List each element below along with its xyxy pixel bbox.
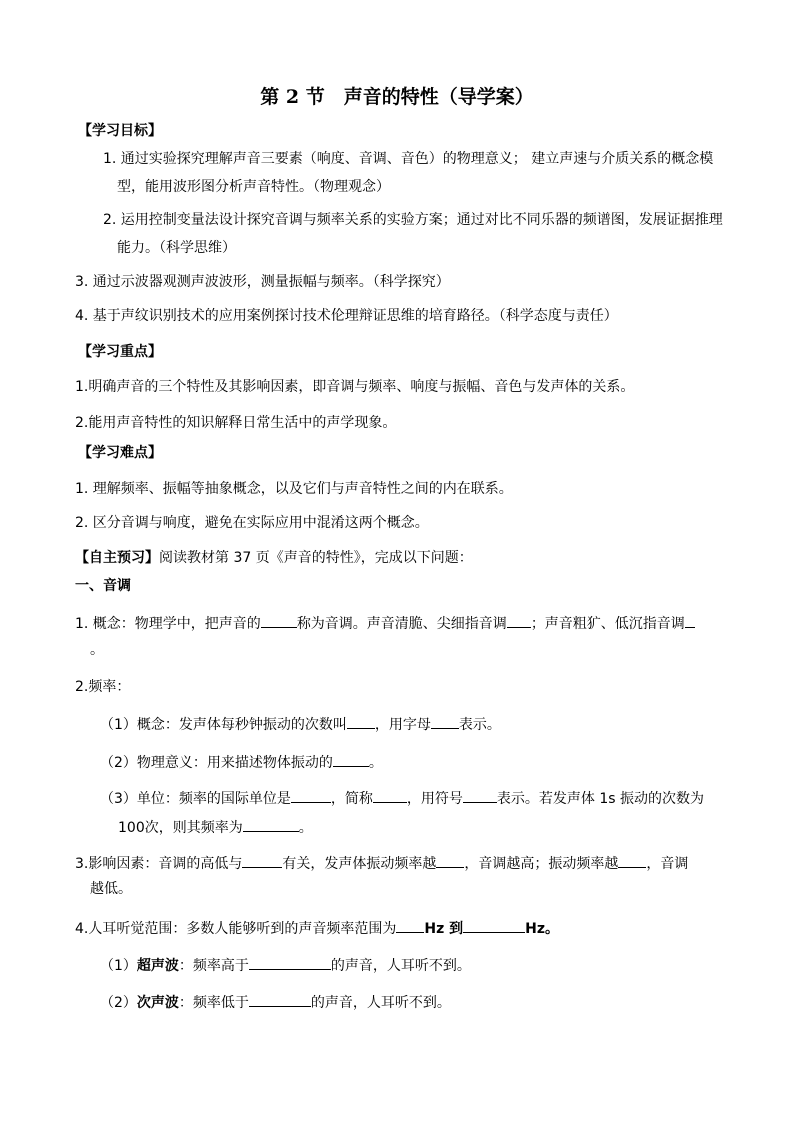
answer-blank-vibration-description[interactable] bbox=[333, 752, 369, 767]
question-3-line-1 bbox=[75, 853, 688, 873]
question-3-text-a: 3.影响因素：音调的高低与 bbox=[75, 856, 243, 872]
question-2-sub-1 bbox=[100, 714, 501, 734]
question-3-text-d: ，音调 bbox=[646, 856, 689, 872]
question-2-sub-3-line-2 bbox=[118, 817, 313, 837]
answer-blank-frequency-letter[interactable] bbox=[431, 714, 459, 729]
goal-item-1-line-1: 1. 通过实验探究理解声音三要素（响度、音调、音色）的物理意义； 建立声速与介质关系的概念模 bbox=[103, 151, 714, 167]
question-2-sub-3-text-a: （3）单位：频率的国际单位是 bbox=[100, 791, 291, 807]
answer-blank-pitch-definition[interactable] bbox=[261, 613, 297, 628]
question-4-line-1 bbox=[75, 918, 559, 938]
key-point-item-1: 1.明确声音的三个特性及其影响因素，即音调与频率、响度与振幅、音色与发声体的关系。 bbox=[75, 379, 635, 395]
question-4-sub-1-text-c: 的声音，人耳听不到。 bbox=[330, 958, 471, 974]
question-2-sub-3-text-e: 100次，则其频率为 bbox=[118, 820, 243, 836]
question-2-sub-3-text-c: ，用符号 bbox=[406, 791, 463, 807]
answer-blank-hearing-max[interactable] bbox=[463, 918, 525, 933]
question-4-sub-1-text-b: ：频率高于 bbox=[178, 958, 249, 974]
key-point-item-2: 2.能用声音特性的知识解释日常生活中的声学现象。 bbox=[75, 415, 397, 431]
key-points-heading: 【学习重点】 bbox=[78, 344, 162, 360]
infrasound-term: 次声波 bbox=[136, 995, 179, 1011]
question-1-text-c: ；声音粗犷、低沉指音调 bbox=[530, 616, 685, 632]
question-2-sub-1-text-c: 表示。 bbox=[458, 717, 501, 733]
question-1-line-1 bbox=[75, 613, 695, 633]
question-2-sub-2-text-a: （2）物理意义：用来描述物体振动的 bbox=[100, 755, 333, 771]
question-4-sub-2 bbox=[100, 992, 451, 1012]
question-4-sub-2-text-b: ：频率低于 bbox=[178, 995, 249, 1011]
goal-item-4: 4. 基于声纹识别技术的应用案例探讨技术伦理辩证思维的培育路径。（科学态度与责任） bbox=[75, 308, 618, 324]
question-4-sub-2-number: （2） bbox=[100, 995, 137, 1011]
answer-blank-pitch-factor[interactable] bbox=[242, 853, 282, 868]
preview-heading: 【自主预习】 bbox=[75, 550, 159, 566]
question-1-text-b: 称为音调。声音清脆、尖细指音调 bbox=[296, 616, 507, 632]
question-2-heading: 2.频率： bbox=[75, 679, 131, 695]
question-4-sub-1 bbox=[100, 955, 471, 975]
answer-blank-low-pitch[interactable] bbox=[685, 613, 695, 628]
question-3-text-b: 有关，发声体振动频率越 bbox=[282, 856, 437, 872]
question-4-text-c: Hz。 bbox=[525, 921, 559, 937]
difficulties-heading: 【学习难点】 bbox=[78, 445, 162, 461]
question-4-text-b: Hz 到 bbox=[424, 921, 464, 937]
ultrasound-term: 超声波 bbox=[136, 958, 179, 974]
goal-item-1-line-2: 型，能用波形图分析声音特性。（物理观念） bbox=[117, 179, 390, 195]
question-2-sub-3-text-f: 。 bbox=[298, 820, 313, 836]
answer-blank-lower-frequency[interactable] bbox=[618, 853, 646, 868]
answer-blank-unit-symbol[interactable] bbox=[463, 788, 497, 803]
question-2-sub-2-text-b: 。 bbox=[368, 755, 383, 771]
question-3-text-c: ，音调越高；振动频率越 bbox=[464, 856, 619, 872]
question-2-sub-3-text-b: ，简称 bbox=[330, 791, 373, 807]
goal-item-2-line-2: 能力。（科学思维） bbox=[117, 240, 236, 256]
answer-blank-frequency-value[interactable] bbox=[243, 817, 299, 832]
preview-line bbox=[75, 549, 473, 567]
question-3-line-2: 越低。 bbox=[90, 881, 132, 897]
difficulty-item-2: 2. 区分音调与响度，避免在实际应用中混淆这两个概念。 bbox=[75, 515, 429, 531]
answer-blank-unit-short-name[interactable] bbox=[373, 788, 407, 803]
page-title: 第 2 节 声音的特性（导学案） bbox=[260, 86, 534, 108]
question-1-line-2: 。 bbox=[90, 642, 104, 658]
question-2-sub-1-text-a: （1）概念：发声体每秒钟振动的次数叫 bbox=[100, 717, 347, 733]
section-pitch-heading: 一、音调 bbox=[75, 578, 131, 594]
question-2-sub-3-text-d: 表示。若发声体 1s 振动的次数为 bbox=[496, 791, 705, 807]
answer-blank-ultrasound-threshold[interactable] bbox=[249, 955, 331, 970]
preview-intro: 阅读教材第 37 页《声音的特性》，完成以下问题： bbox=[159, 550, 473, 566]
answer-blank-high-pitch[interactable] bbox=[507, 613, 531, 628]
answer-blank-frequency-term[interactable] bbox=[347, 714, 375, 729]
question-2-sub-3-line-1 bbox=[100, 788, 704, 808]
question-4-sub-2-text-c: 的声音，人耳听不到。 bbox=[310, 995, 451, 1011]
question-2-sub-2 bbox=[100, 752, 383, 772]
goal-item-2-line-1: 2. 运用控制变量法设计探究音调与频率关系的实验方案；通过对比不同乐器的频谱图，发展证据推理 bbox=[103, 212, 723, 228]
question-4-sub-1-number: （1） bbox=[100, 958, 137, 974]
answer-blank-infrasound-threshold[interactable] bbox=[249, 992, 311, 1007]
answer-blank-hearing-min[interactable] bbox=[396, 918, 424, 933]
question-1-text-a: 1. 概念：物理学中，把声音的 bbox=[75, 616, 261, 632]
difficulty-item-1: 1. 理解频率、振幅等抽象概念，以及它们与声音特性之间的内在联系。 bbox=[75, 481, 513, 497]
goal-item-3: 3. 通过示波器观测声波波形，测量振幅与频率。（科学探究） bbox=[75, 274, 450, 290]
question-2-sub-1-text-b: ，用字母 bbox=[374, 717, 431, 733]
question-4-text-a: 4.人耳听觉范围：多数人能够听到的声音频率范围为 bbox=[75, 921, 397, 937]
answer-blank-si-unit[interactable] bbox=[291, 788, 331, 803]
learning-goals-heading: 【学习目标】 bbox=[78, 123, 162, 139]
answer-blank-higher-frequency[interactable] bbox=[436, 853, 464, 868]
